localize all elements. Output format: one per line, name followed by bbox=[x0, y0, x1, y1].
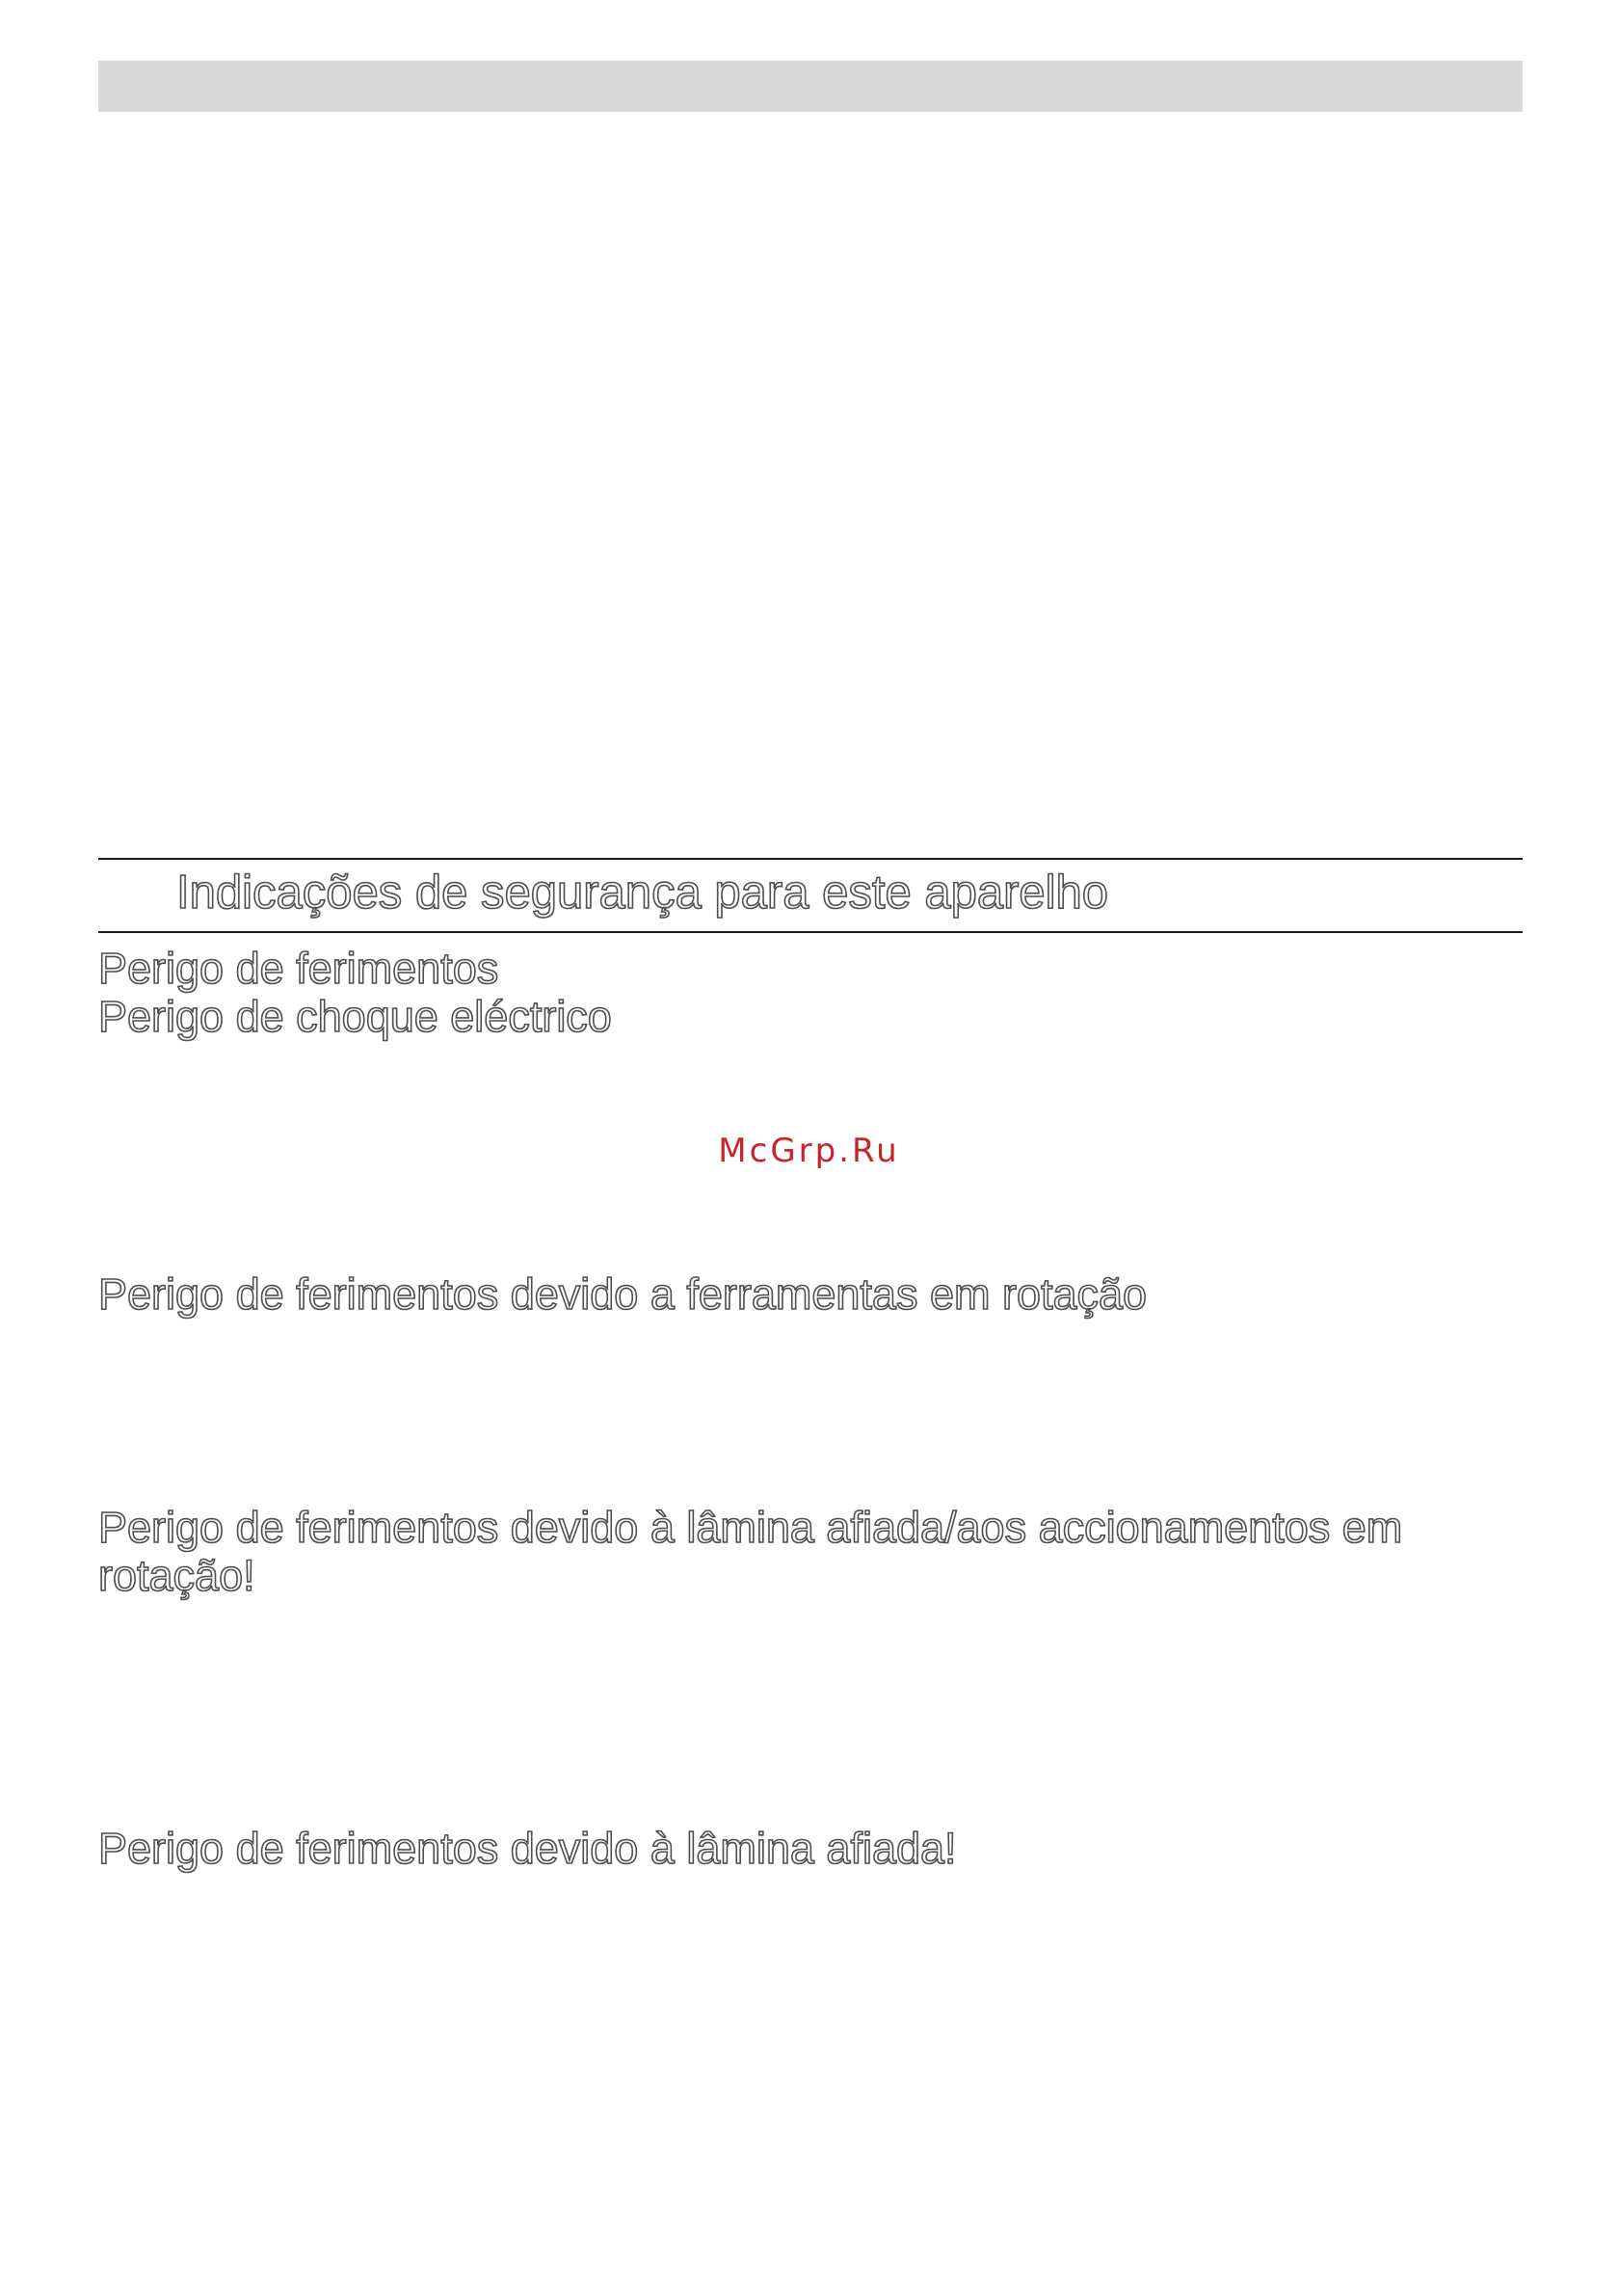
warning-heading-electric-shock: Perigo de choque eléctrico bbox=[98, 992, 612, 1041]
section-rule-bottom bbox=[98, 931, 1523, 933]
warning-heading-injury: Perigo de ferimentos bbox=[98, 944, 499, 993]
warning-heading-sharp-blade-rotating-drives: Perigo de ferimentos devido à lâmina afiada/aos accionamentos em rotação! bbox=[98, 1503, 1403, 1600]
watermark[interactable]: McGrp.Ru bbox=[718, 1132, 900, 1170]
section-heading: Indicações de segurança para este aparelho bbox=[176, 867, 1109, 919]
section-rule-top bbox=[98, 858, 1523, 860]
warning-heading-rotating-tools: Perigo de ferimentos devido a ferramentas em rotação bbox=[98, 1269, 1148, 1319]
warning-heading-sharp-blade: Perigo de ferimentos devido à lâmina afiada! bbox=[98, 1824, 957, 1873]
page-header-bar bbox=[98, 61, 1523, 112]
